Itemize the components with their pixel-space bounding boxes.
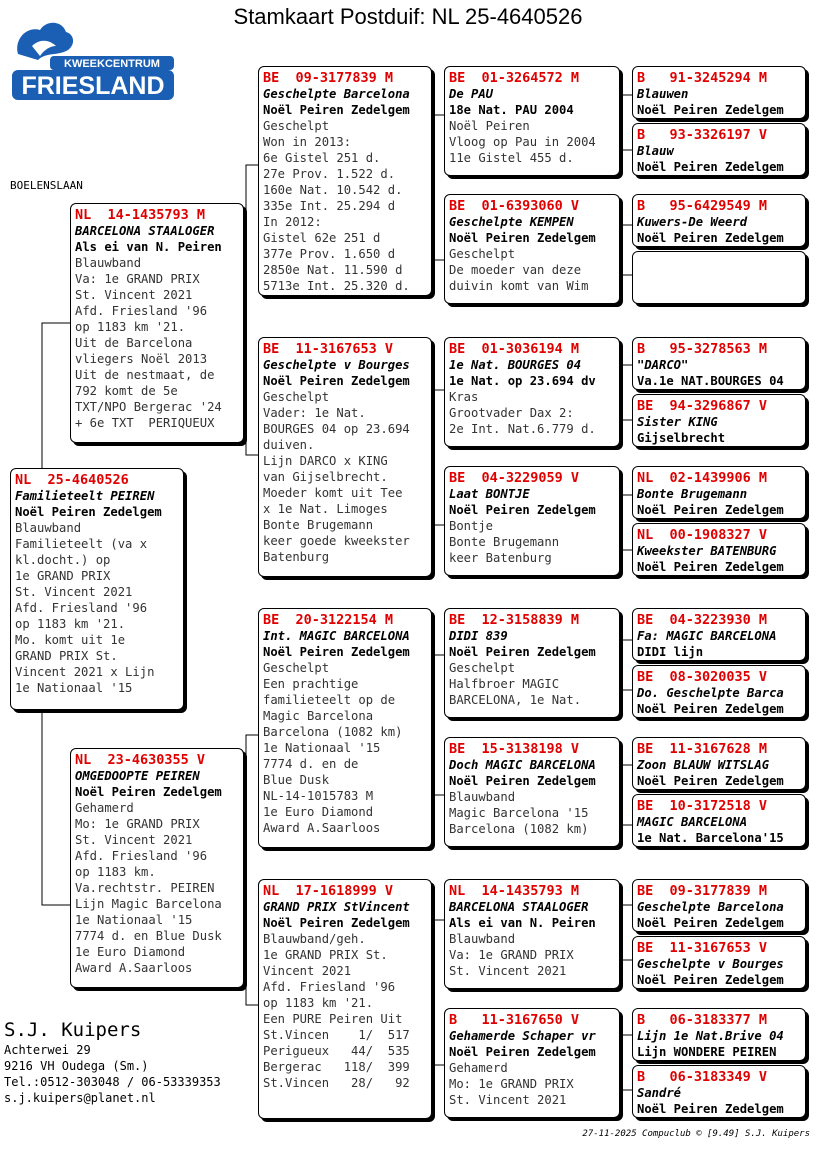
info-line: op 1183 km '21. <box>15 617 126 631</box>
info-line: 5713e Int. 25.320 d. <box>263 279 410 293</box>
info-line: GRAND PRIX St. <box>15 649 118 663</box>
pigeon-name: Gehamerde Schaper vr <box>449 1029 596 1043</box>
ring-number: B 95-6429549 M <box>637 198 768 214</box>
info-line: Mo. komt uit 1e <box>15 633 126 647</box>
pigeon-card-mff[interactable] <box>444 608 620 718</box>
pigeon-breeder: Noël Peiren Zedelgem <box>637 774 784 788</box>
ring-number: BE 09-3177839 M <box>263 70 394 86</box>
pigeon-card-g15[interactable] <box>632 1008 806 1061</box>
info-line: op 1183 km '21. <box>75 320 186 334</box>
ring-number: B 93-3326197 V <box>637 127 768 143</box>
pigeon-breeder: Noël Peiren Zedelgem <box>15 505 162 519</box>
owner-name: S.J. Kuipers <box>4 1019 142 1041</box>
pigeon-name: Blauwen <box>637 87 689 101</box>
pigeon-breeder: Noël Peiren Zedelgem <box>637 503 784 517</box>
ring-number: BE 11-3167628 M <box>637 741 768 757</box>
pigeon-card-subject[interactable] <box>10 468 184 710</box>
owner-phone: Tel.:0512-303048 / 06-53339353 <box>4 1075 221 1089</box>
info-line: Blauwband <box>75 256 142 270</box>
ring-number: BE 04-3229059 V <box>449 470 580 486</box>
ring-number: BE 94-3296867 V <box>637 398 768 414</box>
pigeon-breeder: Noël Peiren Zedelgem <box>263 103 410 117</box>
info-line: Geschelpt <box>449 247 516 261</box>
info-line: keer goede kweekster <box>263 534 410 548</box>
info-line: 1e Nationaal '15 <box>263 741 381 755</box>
info-line: De moeder van deze <box>449 263 582 277</box>
pigeon-name: Lijn 1e Nat.Brive 04 <box>637 1029 784 1043</box>
owner-address: Achterwei 29 <box>4 1043 91 1057</box>
info-line: Geschelpt <box>449 661 516 675</box>
info-line: TXT/NPO Bergerac '24 <box>75 400 222 414</box>
info-line: op 1183 km. <box>75 865 156 879</box>
pigeon-name: "DARCO" <box>637 358 689 372</box>
pigeon-name: Geschelpte KEMPEN <box>449 215 574 229</box>
pigeon-card-g2[interactable] <box>632 123 806 176</box>
info-line: Barcelona (1082 km) <box>449 822 589 836</box>
pigeon-name: 1e Nat. BOURGES 04 <box>449 358 582 372</box>
info-line: 11e Gistel 455 d. <box>449 151 574 165</box>
info-line: 7774 d. en de <box>263 757 359 771</box>
pigeon-breeder: Noël Peiren Zedelgem <box>637 1102 784 1116</box>
ring-number: BE 04-3223930 M <box>637 612 768 628</box>
ring-number: B 06-3183377 M <box>637 1012 768 1028</box>
info-line: Moeder komt uit Tee <box>263 486 403 500</box>
pigeon-breeder: Noël Peiren Zedelgem <box>637 916 784 930</box>
pigeon-name: Fa: MAGIC BARCELONA <box>637 629 777 643</box>
pigeon-name: Geschelpte v Bourges <box>637 957 784 971</box>
pigeon-breeder: 18e Nat. PAU 2004 <box>449 103 574 117</box>
pigeon-card-mmf[interactable] <box>444 879 620 989</box>
info-line: Blauwband <box>449 790 516 804</box>
info-line: Geschelpt <box>263 661 330 675</box>
pigeon-card-mm[interactable] <box>258 879 432 1119</box>
logo-main-text: FRIESLAND <box>21 72 165 100</box>
info-line: Blue Dusk <box>263 773 330 787</box>
info-line: 1e GRAND PRIX St. <box>263 948 388 962</box>
pigeon-breeder: Noël Peiren Zedelgem <box>75 785 222 799</box>
pigeon-name: Do. Geschelpte Barca <box>637 686 784 700</box>
pigeon-breeder: DIDI lijn <box>637 645 704 659</box>
pigeon-card-g3[interactable] <box>632 194 806 247</box>
pigeon-card-fff[interactable] <box>444 66 620 176</box>
pigeon-name: Kweekster BATENBURG <box>637 544 777 558</box>
ring-number: NL 25-4640526 <box>15 472 129 488</box>
ring-number: BE 12-3158839 M <box>449 612 580 628</box>
pigeon-name: Kuwers-De Weerd <box>637 215 748 229</box>
info-line: Afd. Friesland '96 <box>263 980 396 994</box>
info-line: Award A.Saarloos <box>263 821 381 835</box>
info-line: Een PURE Peiren Uit <box>263 1012 403 1026</box>
pigeon-card-g1[interactable] <box>632 66 806 119</box>
logo-top-text: KWEEKCENTRUM <box>64 58 160 70</box>
info-line: Barcelona (1082 km) <box>263 725 403 739</box>
info-line: 6e Gistel 251 d. <box>263 151 381 165</box>
pigeon-card-g13[interactable] <box>632 879 806 932</box>
pigeon-name: Zoon BLAUW WITSLAG <box>637 758 770 772</box>
loft-name: BOELENSLAAN <box>10 179 83 192</box>
pigeon-breeder: Noël Peiren Zedelgem <box>263 916 410 930</box>
info-line: Familieteelt (va x <box>15 537 148 551</box>
info-line: Batenburg <box>263 550 330 564</box>
info-line: St.Vincen 28/ 92 <box>263 1076 410 1090</box>
pigeon-breeder: Lijn WONDERE PEIREN <box>637 1045 777 1059</box>
info-line: Grootvader Dax 2: <box>449 406 574 420</box>
info-line: keer Batenburg <box>449 551 552 565</box>
pigeon-card-fmf[interactable] <box>444 337 620 447</box>
pigeon-name: De PAU <box>449 87 494 101</box>
ring-number: NL 14-1435793 M <box>75 207 206 223</box>
pigeon-card-mfm[interactable] <box>444 737 620 847</box>
ring-number: BE 01-3264572 M <box>449 70 580 86</box>
info-line: Magic Barcelona '15 <box>449 806 589 820</box>
pigeon-breeder: Noël Peiren Zedelgem <box>637 702 784 716</box>
pigeon-breeder: Noël Peiren Zedelgem <box>637 560 784 574</box>
info-line: 335e Int. 25.294 d <box>263 199 396 213</box>
info-line: St. Vincent 2021 <box>75 833 193 847</box>
info-line: van Gijselbrecht. <box>263 470 388 484</box>
info-line: Lijn Magic Barcelona <box>75 897 222 911</box>
pigeon-breeder: Noël Peiren Zedelgem <box>637 103 784 117</box>
info-line: NL-14-1015783 M <box>263 789 374 803</box>
info-line: Mo: 1e GRAND PRIX <box>75 817 200 831</box>
pigeon-breeder: Als ei van N. Peiren <box>449 916 596 930</box>
info-line: familieteelt op de <box>263 693 396 707</box>
info-line: Geschelpt <box>263 119 330 133</box>
info-line: 1e Euro Diamond <box>75 945 186 959</box>
info-line: St.Vincen 1/ 517 <box>263 1028 410 1042</box>
ring-number: B 11-3167650 V <box>449 1012 580 1028</box>
info-line: Va.rechtstr. PEIREN <box>75 881 215 895</box>
ring-number: NL 00-1908327 V <box>637 527 768 543</box>
pigeon-card-g11[interactable] <box>632 737 806 790</box>
ring-number: NL 23-4630355 V <box>75 752 206 768</box>
info-line: Afd. Friesland '96 <box>75 304 208 318</box>
info-line: Kras <box>449 390 479 404</box>
pigeon-card-fm[interactable] <box>258 337 432 577</box>
ring-number: BE 08-3020035 V <box>637 669 768 685</box>
info-line: vliegers Noël 2013 <box>75 352 208 366</box>
info-line: Gehamerd <box>75 801 134 815</box>
ring-number: BE 20-3122154 M <box>263 612 394 628</box>
info-line: Afd. Friesland '96 <box>75 849 208 863</box>
info-line: x 1e Nat. Limoges <box>263 502 388 516</box>
pigeon-breeder: Gijselbrecht <box>637 431 726 445</box>
pigeon-name: Geschelpte v Bourges <box>263 358 410 372</box>
info-line: duivin komt van Wim <box>449 279 589 293</box>
info-line: Halfbroer MAGIC <box>449 677 560 691</box>
pigeon-card-g5[interactable] <box>632 337 806 390</box>
pigeon-name: BARCELONA STAALOGER <box>75 224 215 238</box>
info-line: Award A.Saarloos <box>75 961 193 975</box>
pigeon-breeder: Noël Peiren Zedelgem <box>449 774 596 788</box>
info-line: Mo: 1e GRAND PRIX <box>449 1077 574 1091</box>
info-line: In 2012: <box>263 215 322 229</box>
info-line: Uit de nestmaat, de <box>75 368 215 382</box>
pigeon-name: Laat BONTJE <box>449 487 530 501</box>
info-line: Blauwband <box>15 521 82 535</box>
info-line: duiven. <box>263 438 315 452</box>
pigeon-card-g16[interactable] <box>632 1065 806 1118</box>
info-line: 2e Int. Nat.6.779 d. <box>449 422 596 436</box>
owner-email: s.j.kuipers@planet.nl <box>4 1091 156 1105</box>
pigeon-card-fmm[interactable] <box>444 466 620 576</box>
pigeon-name: GRAND PRIX StVincent <box>263 900 410 914</box>
pigeon-card-g8[interactable] <box>632 523 806 576</box>
info-line: 792 komt de 5e <box>75 384 178 398</box>
footer: 27-11-2025 Compuclub © [9.49] S.J. Kuipers <box>582 1129 810 1139</box>
info-line: Won in 2013: <box>263 135 352 149</box>
pigeon-card-ffm[interactable] <box>444 194 620 304</box>
info-line: St. Vincent 2021 <box>15 585 133 599</box>
pigeon-name: Sister KING <box>637 415 718 429</box>
ring-number: BE 11-3167653 V <box>263 341 394 357</box>
pigeon-breeder: Noël Peiren Zedelgem <box>637 160 784 174</box>
ring-number: BE 01-6393060 V <box>449 198 580 214</box>
pigeon-card-mf[interactable] <box>258 608 432 848</box>
info-line: Va: 1e GRAND PRIX <box>75 272 200 286</box>
info-line: Blauwband/geh. <box>263 932 366 946</box>
info-line: Gehamerd <box>449 1061 508 1075</box>
dove-icon <box>10 16 176 102</box>
info-line: 27e Prov. 1.522 d. <box>263 167 396 181</box>
ring-number: NL 14-1435793 M <box>449 883 580 899</box>
info-line: 1e Nationaal '15 <box>15 681 133 695</box>
pigeon-name: Sandré <box>637 1086 682 1100</box>
ring-number: BE 09-3177839 M <box>637 883 768 899</box>
info-line: Vloog op Pau in 2004 <box>449 135 596 149</box>
info-line: Lijn DARCO x KING <box>263 454 388 468</box>
info-line: 377e Prov. 1.650 d <box>263 247 396 261</box>
ring-number: B 91-3245294 M <box>637 70 768 86</box>
ring-number: BE 10-3172518 V <box>637 798 768 814</box>
page-title: Stamkaart Postduif: NL 25-4640526 <box>233 4 583 29</box>
info-line: St. Vincent 2021 <box>75 288 193 302</box>
owner-city: 9216 VH Oudega (Sm.) <box>4 1059 149 1073</box>
pigeon-name: DIDI 839 <box>449 629 508 643</box>
pigeon-card-mother[interactable] <box>70 748 244 988</box>
owner-info <box>4 1018 221 1106</box>
info-line: Bontje <box>449 519 494 533</box>
pigeon-card-ff[interactable] <box>258 66 432 296</box>
ring-number: NL 17-1618999 V <box>263 883 394 899</box>
pigeon-breeder: Als ei van N. Peiren <box>75 240 222 254</box>
info-line: Bergerac 118/ 399 <box>263 1060 410 1074</box>
pigeon-name: BARCELONA STAALOGER <box>449 900 589 914</box>
info-line: Va: 1e GRAND PRIX <box>449 948 574 962</box>
pigeon-name: Blauw <box>637 144 674 158</box>
pigeon-card-g9[interactable] <box>632 608 806 661</box>
info-line: kl.docht.) op <box>15 553 111 567</box>
pigeon-name: Geschelpte Barcelona <box>263 87 410 101</box>
pigeon-card-g7[interactable] <box>632 466 806 519</box>
pigeon-breeder: Noël Peiren Zedelgem <box>449 503 596 517</box>
pigeon-breeder: Noël Peiren Zedelgem <box>637 973 784 987</box>
pigeon-name: OMGEDOOPTE PEIREN <box>75 769 200 783</box>
logo <box>10 16 176 102</box>
info-line: 1e Nationaal '15 <box>75 913 193 927</box>
ring-number: B 95-3278563 M <box>637 341 768 357</box>
info-line: Perigueux 44/ 535 <box>263 1044 410 1058</box>
ring-number: B 06-3183349 V <box>637 1069 768 1085</box>
info-line: Bonte Brugemann <box>263 518 374 532</box>
info-line: Vader: 1e Nat. <box>263 406 366 420</box>
pigeon-card-g4[interactable] <box>632 251 806 304</box>
info-line: BOURGES 04 op 23.694 <box>263 422 410 436</box>
info-line: 7774 d. en Blue Dusk <box>75 929 222 943</box>
pigeon-breeder: Va.1e NAT.BOURGES 04 <box>637 374 784 388</box>
info-line: Magic Barcelona <box>263 709 374 723</box>
info-line: Een prachtige <box>263 677 359 691</box>
info-line: Geschelpt <box>263 390 330 404</box>
pigeon-breeder: Noël Peiren Zedelgem <box>637 231 784 245</box>
info-line: St. Vincent 2021 <box>449 1093 567 1107</box>
pigeon-card-g10[interactable] <box>632 665 806 718</box>
info-line: 160e Nat. 10.542 d. <box>263 183 403 197</box>
pigeon-breeder: Noël Peiren Zedelgem <box>263 645 410 659</box>
pigeon-card-father[interactable] <box>70 203 244 443</box>
pigeon-breeder: 1e Nat. Barcelona'15 <box>637 831 784 845</box>
info-line: 1e GRAND PRIX <box>15 569 111 583</box>
pigeon-name: Bonte Brugemann <box>637 487 748 501</box>
pigeon-name: Int. MAGIC BARCELONA <box>263 629 410 643</box>
pigeon-name: MAGIC BARCELONA <box>637 815 748 829</box>
info-line: Afd. Friesland '96 <box>15 601 148 615</box>
info-line: Noël Peiren <box>449 119 530 133</box>
pigeon-breeder: Noël Peiren Zedelgem <box>263 374 410 388</box>
info-line: St. Vincent 2021 <box>449 964 567 978</box>
ring-number: BE 11-3167653 V <box>637 940 768 956</box>
info-line: Uit de Barcelona <box>75 336 193 350</box>
ring-number: BE 01-3036194 M <box>449 341 580 357</box>
info-line: Vincent 2021 <box>263 964 352 978</box>
pigeon-name: Geschelpte Barcelona <box>637 900 784 914</box>
pigeon-card-g12[interactable] <box>632 794 806 847</box>
info-line: 2850e Nat. 11.590 d <box>263 263 403 277</box>
info-line: Blauwband <box>449 932 516 946</box>
pigeon-card-mmm[interactable] <box>444 1008 620 1118</box>
pigeon-breeder: Noël Peiren Zedelgem <box>449 1045 596 1059</box>
pigeon-name: Familieteelt PEIREN <box>15 489 155 503</box>
info-line: Gistel 62e 251 d <box>263 231 381 245</box>
pigeon-breeder: Noël Peiren Zedelgem <box>449 645 596 659</box>
pigeon-card-g6[interactable] <box>632 394 806 447</box>
pigeon-name: Doch MAGIC BARCELONA <box>449 758 596 772</box>
ring-number: NL 02-1439906 M <box>637 470 768 486</box>
info-line: Vincent 2021 x Lijn <box>15 665 155 679</box>
pigeon-breeder: 1e Nat. op 23.694 dv <box>449 374 596 388</box>
info-line: 1e Euro Diamond <box>263 805 374 819</box>
pigeon-card-g14[interactable] <box>632 936 806 989</box>
info-line: op 1183 km '21. <box>263 996 374 1010</box>
info-line: + 6e TXT PERIQUEUX <box>75 416 215 430</box>
info-line: BARCELONA, 1e Nat. <box>449 693 582 707</box>
ring-number: BE 15-3138198 V <box>449 741 580 757</box>
pigeon-breeder: Noël Peiren Zedelgem <box>449 231 596 245</box>
info-line: Bonte Brugemann <box>449 535 560 549</box>
